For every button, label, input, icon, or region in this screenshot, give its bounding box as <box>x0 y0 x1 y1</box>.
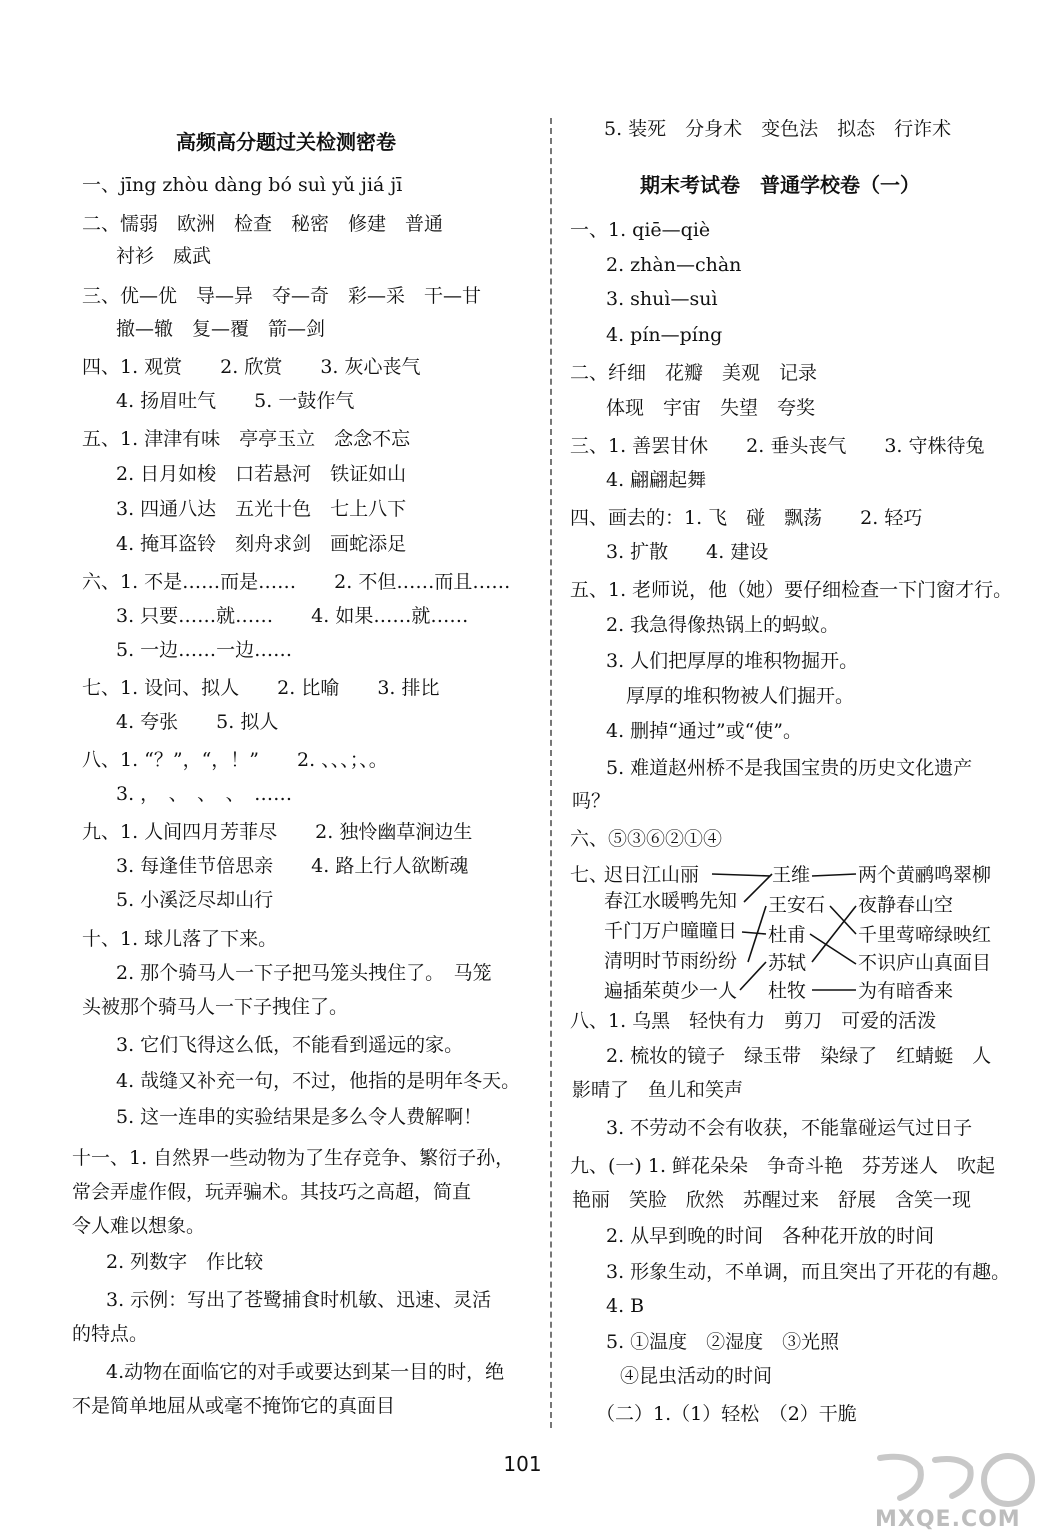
answer-line: 3. 不劳动不会有收获，不能靠碰运气过日子 <box>606 1117 973 1139</box>
answer-line: 一、jīng zhòu dàng bó suì yǔ jiá jī <box>82 174 403 196</box>
match-line <box>742 932 766 934</box>
answer-line: 九、1. 人间四月芳菲尽 2. 独怜幽草涧边生 <box>82 821 473 843</box>
match-line <box>810 934 856 964</box>
answer-line: 3. 扩散 4. 建设 <box>606 541 769 563</box>
answer-line: 3. 每逢佳节倍思亲 4. 路上行人欲断魂 <box>116 855 469 877</box>
answer-line: 体现 宇宙 失望 夸奖 <box>606 397 816 419</box>
match-poem-line: 遍插茱萸少一人 <box>604 980 738 1002</box>
answer-line: 4. 哉缝又补充一句，不过，他指的是明年冬天。 <box>116 1070 521 1092</box>
answer-line: 常会弄虚作假，玩弄骗术。其技巧之高超，简直 <box>72 1181 472 1203</box>
answer-line: 衬衫 威武 <box>116 245 212 267</box>
answer-line: 五、1. 老师说，他（她）要仔细检查一下门窗才行。 <box>570 579 1013 601</box>
answer-line: 头被那个骑马人一下子拽住了。 <box>82 996 349 1018</box>
answer-line: 三、1. 善罢甘休 2. 垂头丧气 3. 守株待兔 <box>570 435 985 457</box>
answer-line: 六、⑤③⑥②①④ <box>570 828 723 850</box>
answer-line: 3. 示例：写出了苍鹭捕食时机敏、迅速、灵活 <box>106 1289 492 1311</box>
match-verse: 不识庐山真面目 <box>858 952 992 974</box>
answer-line: 五、1. 津津有味 亭亭玉立 念念不忘 <box>82 428 411 450</box>
answer-line: 撤—辙 复—覆 箭—剑 <box>116 318 326 340</box>
answer-line: 厚厚的堆积物被人们掘开。 <box>626 685 855 707</box>
match-poet: 杜甫 <box>768 924 807 946</box>
match-verse: 夜静春山空 <box>858 894 954 916</box>
match-line <box>812 906 856 962</box>
answer-line: 艳丽 笑脸 欣然 苏醒过来 舒展 含笑一现 <box>572 1189 972 1211</box>
answer-line: 九、(一) 1. 鲜花朵朵 争奇斗艳 芬芳迷人 吹起 <box>570 1155 996 1177</box>
answer-line: 2. 我急得像热锅上的蚂蚁。 <box>606 614 840 636</box>
answer-line: 5. 一边……一边…… <box>116 639 293 661</box>
answer-line: 3. 只要……就…… 4. 如果……就…… <box>116 605 469 627</box>
answer-line: 八、1. “？”，“，！” 2. 、、、；、。 <box>82 749 388 771</box>
answer-line: 4. pín—píng <box>606 324 723 346</box>
watermark-stroke <box>984 1456 1032 1504</box>
answer-line: 一、1. qiē—qiè <box>570 219 711 241</box>
match-verse: 为有暗香来 <box>858 980 954 1002</box>
answer-line: 5. 难道赵州桥不是我国宝贵的历史文化遗产 <box>606 757 973 779</box>
answer-line: 令人难以想象。 <box>72 1215 206 1237</box>
match-verse: 千里莺啼绿映红 <box>858 924 992 946</box>
page-number: 101 <box>503 1452 542 1476</box>
answer-line: （二）1.（1）轻松 （2）干脆 <box>596 1403 857 1425</box>
watermark-stroke <box>935 1459 971 1496</box>
answer-line: 5. 小溪泛尽却山行 <box>116 889 274 911</box>
match-poem-line: 千门万户曈曈日 <box>604 920 738 942</box>
answer-line: 4. 扬眉吐气 5. 一鼓作气 <box>116 390 355 412</box>
answer-line: 三、优—优 导—异 夺—奇 彩—采 干—甘 <box>82 285 482 307</box>
answer-line: 3. 它们飞得这么低，不能看到遥远的家。 <box>116 1034 464 1056</box>
answer-line: 十、1. 球儿落了下来。 <box>82 928 278 950</box>
watermark-stroke <box>880 1457 921 1498</box>
answer-line: 八、1. 乌黑 轻快有力 剪刀 可爱的活泼 <box>570 1010 937 1032</box>
right-section-title: 期末考试卷 普通学校卷（一） <box>640 173 920 197</box>
answer-line: 4.动物在面临它的对手或要达到某一目的时，绝 <box>106 1361 505 1383</box>
answer-line: 2. 那个骑马人一下子把马笼头拽住了。 马笼 <box>116 962 492 984</box>
answer-line: 七、1. 设问、拟人 2. 比喻 3. 排比 <box>82 677 440 699</box>
match-poem-line: 春江水暖鸭先知 <box>604 890 738 912</box>
answer-line: ④昆虫活动的时间 <box>620 1365 773 1387</box>
match-poem-line: 迟日江山丽 <box>604 864 700 886</box>
match-line <box>740 962 766 990</box>
answer-line: 2. 列数字 作比较 <box>106 1251 264 1273</box>
match-poet: 王维 <box>772 864 811 886</box>
match-verse: 两个黄鹂鸣翠柳 <box>858 864 992 886</box>
answer-line: 3. 形象生动，不单调，而且突出了开花的有趣。 <box>606 1261 1011 1283</box>
left-section-title: 高频高分题过关检测密卷 <box>176 130 396 154</box>
match-poem-line: 清明时节雨纷纷 <box>604 950 738 972</box>
answer-line: 4. 夸张 5. 拟人 <box>116 711 279 733</box>
answer-line: 3. 人们把厚厚的堆积物掘开。 <box>606 650 859 672</box>
answer-line: 不是简单地屈从或毫不掩饰它的真面目 <box>72 1395 396 1417</box>
answer-line: 四、1. 观赏 2. 欣赏 3. 灰心丧气 <box>82 356 421 378</box>
answer-line: 4. 删掉“通过”或“使”。 <box>606 720 803 742</box>
match-poet: 杜牧 <box>768 980 807 1002</box>
answer-line: 六、1. 不是……而是…… 2. 不但……而且…… <box>82 571 511 593</box>
answer-line: 2. 日月如梭 口若悬河 铁证如山 <box>116 463 407 485</box>
match-line <box>744 874 772 902</box>
answer-line: 5. 这一连串的实验结果是多么令人费解啊！ <box>116 1106 483 1128</box>
watermark-text: MXQE.COM <box>875 1507 1021 1532</box>
answer-line: 的特点。 <box>72 1323 149 1345</box>
answer-line: 影晴了 鱼儿和笑声 <box>572 1079 744 1101</box>
question-label: 七、 <box>570 864 609 886</box>
match-line <box>712 874 770 876</box>
answer-line: 二、纤细 花瓣 美观 记录 <box>570 362 818 384</box>
match-line <box>812 874 856 876</box>
answer-line: 5. 装死 分身术 变色法 拟态 行诈术 <box>604 118 952 140</box>
answer-line: 4. 翩翩起舞 <box>606 469 707 491</box>
answer-line: 3. 四通八达 五光十色 七上八下 <box>116 498 407 520</box>
answer-line: 4. 掩耳盗铃 刻舟求剑 画蛇添足 <box>116 533 407 555</box>
answer-line: 4. B <box>606 1295 645 1317</box>
answer-line: 3. ， 、 、 、 …… <box>116 783 293 805</box>
answer-line: 2. 从早到晚的时间 各种花开放的时间 <box>606 1225 935 1247</box>
answer-line: 二、懦弱 欧洲 检查 秘密 修建 普通 <box>82 213 444 235</box>
answer-line: 十一、1. 自然界一些动物为了生存竞争、繁衍子孙， <box>72 1147 515 1169</box>
answer-line: 5. ①温度 ②湿度 ③光照 <box>606 1331 840 1353</box>
answer-line: 2. zhàn—chàn <box>606 254 742 276</box>
match-poet: 苏轼 <box>768 952 807 974</box>
answer-line: 3. shuì—suì <box>606 288 718 310</box>
answer-line: 吗？ <box>572 790 611 812</box>
match-poet: 王安石 <box>768 894 826 916</box>
answer-line: 2. 梳妆的镜子 绿玉带 染绿了 红蜻蜓 人 <box>606 1045 992 1067</box>
answer-line: 四、画去的：1. 飞 碰 飘荡 2. 轻巧 <box>570 507 923 529</box>
